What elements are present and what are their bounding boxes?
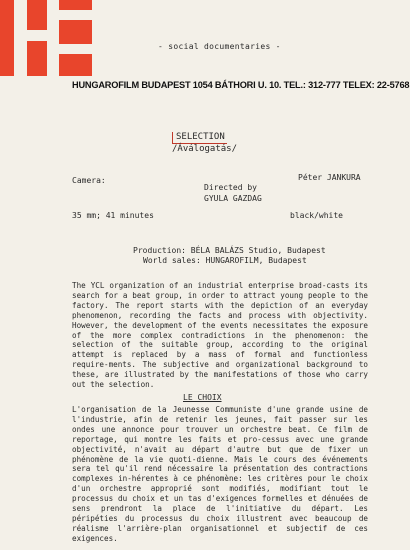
synopsis-english: The YCL organization of an industrial enterprise broad-casts its search for a beat group, in order to attract young people to the factory. The report starts with the depiction of an everyday phenomenon, recording the facts and process with objectivity. However, the development of the events necessitates the exposure of the more complex contradictions in the phenomenon: the selection of the suitable group, according to the original attempt is replaced by a mass of formal and functionless require-ments. The subjective and organizational background to these, are illustrated by the manifestations of those who carry out the selection.: [72, 281, 368, 390]
production-line: Production: BÉLA BALÁZS Studio, Budapest: [133, 246, 326, 255]
world-sales-line: World sales: HUNGAROFILM, Budapest: [143, 256, 307, 265]
french-heading: LE CHOIX: [183, 393, 222, 402]
directed-by-label: Directed by: [204, 183, 257, 192]
film-color: black/white: [290, 211, 343, 220]
synopsis-french: L'organisation de la Jeunesse Communiste d'une grande usine de l'industrie, afin de retenir les jeunes, fait passer sur les ondes une annonce pour trouver un orchestre beat. Ce film de reportage, qui montre les faits et pro-cessus avec une grande objectivité, n'avait au départ d'autre but que de fixer un phénomène de la vie quoti-dienne. Mais le cours des événements sera tel qu'il rend nécessaire la présentation des contractions complexes in-hérentes à ce phénomène: les critères pour le choix d'un orchestre approprié sont modifiés, modifiant tout le processus du choix et un tas d'exigences formelles et dénuées de sens prendront la place de l'initiative du départ. Les péripéties du processus du choix illustrent avec beaucoup de réalisme l'arrière-plan organisationnel et subjectif de ces exigences.: [72, 405, 368, 543]
title-english: SELECTION: [172, 132, 227, 144]
camera-name: Péter JANKURA: [298, 173, 361, 182]
camera-label: Camera:: [72, 176, 106, 185]
film-title: [172, 132, 237, 155]
hungarofilm-logo: [0, 0, 92, 76]
title-hungarian: /Áválogatás/: [172, 144, 238, 154]
letterhead-address: HUNGAROFILM BUDAPEST 1054 BÁTHORI U. 10. TEL.: 312-777 TELEX: 22-5768: [72, 80, 410, 91]
director-name: GYULA GAZDAG: [204, 194, 262, 203]
film-length: 35 mm; 41 minutes: [72, 211, 154, 220]
category-label: - social documentaries -: [158, 42, 281, 51]
